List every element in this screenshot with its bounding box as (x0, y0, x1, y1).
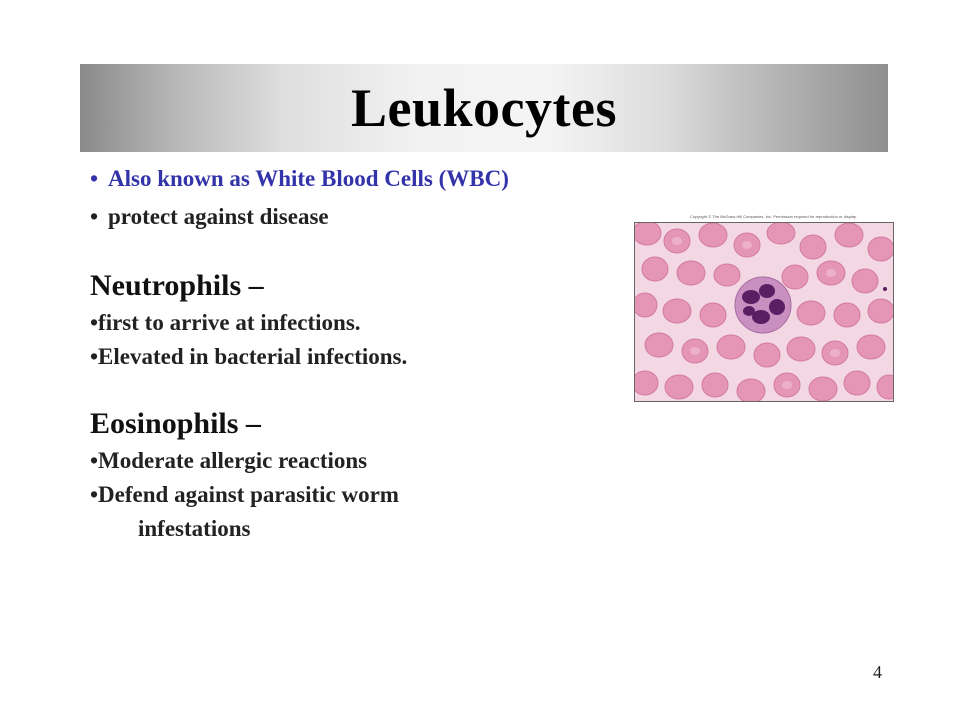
image-copyright: Copyright © The McGraw-Hill Companies, Inc. Permission required for reproduction or display. (690, 214, 857, 219)
bullet-dot: • (90, 166, 99, 191)
slide-content (90, 160, 650, 546)
eosinophils-bullet: •Moderate allergic reactions (90, 448, 368, 473)
eosinophils-bullet: •Defend against parasitic worm (90, 482, 399, 507)
bullet-dot: • (90, 204, 99, 229)
neutrophils-heading: Neutrophils – (90, 269, 264, 302)
intro-bullet-wbc (90, 160, 650, 198)
intro-bullet-text: protect against disease (108, 204, 329, 229)
slide-title: Leukocytes (351, 78, 617, 138)
eosinophils-heading: Eosinophils – (90, 407, 261, 440)
neutrophils-bullet: •Elevated in bacterial infections. (90, 344, 408, 369)
page-number: 4 (873, 662, 882, 682)
neutrophil-micrograph (634, 222, 894, 402)
eosinophils-bullet-continuation: infestations (138, 516, 251, 541)
intro-bullet-text: Also known as White Blood Cells (WBC) (108, 166, 509, 191)
micrograph-svg (635, 223, 894, 402)
spacer (90, 374, 650, 404)
neutrophils-bullet: •first to arrive at infections. (90, 310, 361, 335)
intro-bullet-protect (90, 198, 650, 236)
title-bar (80, 64, 888, 152)
spacer (90, 236, 650, 266)
